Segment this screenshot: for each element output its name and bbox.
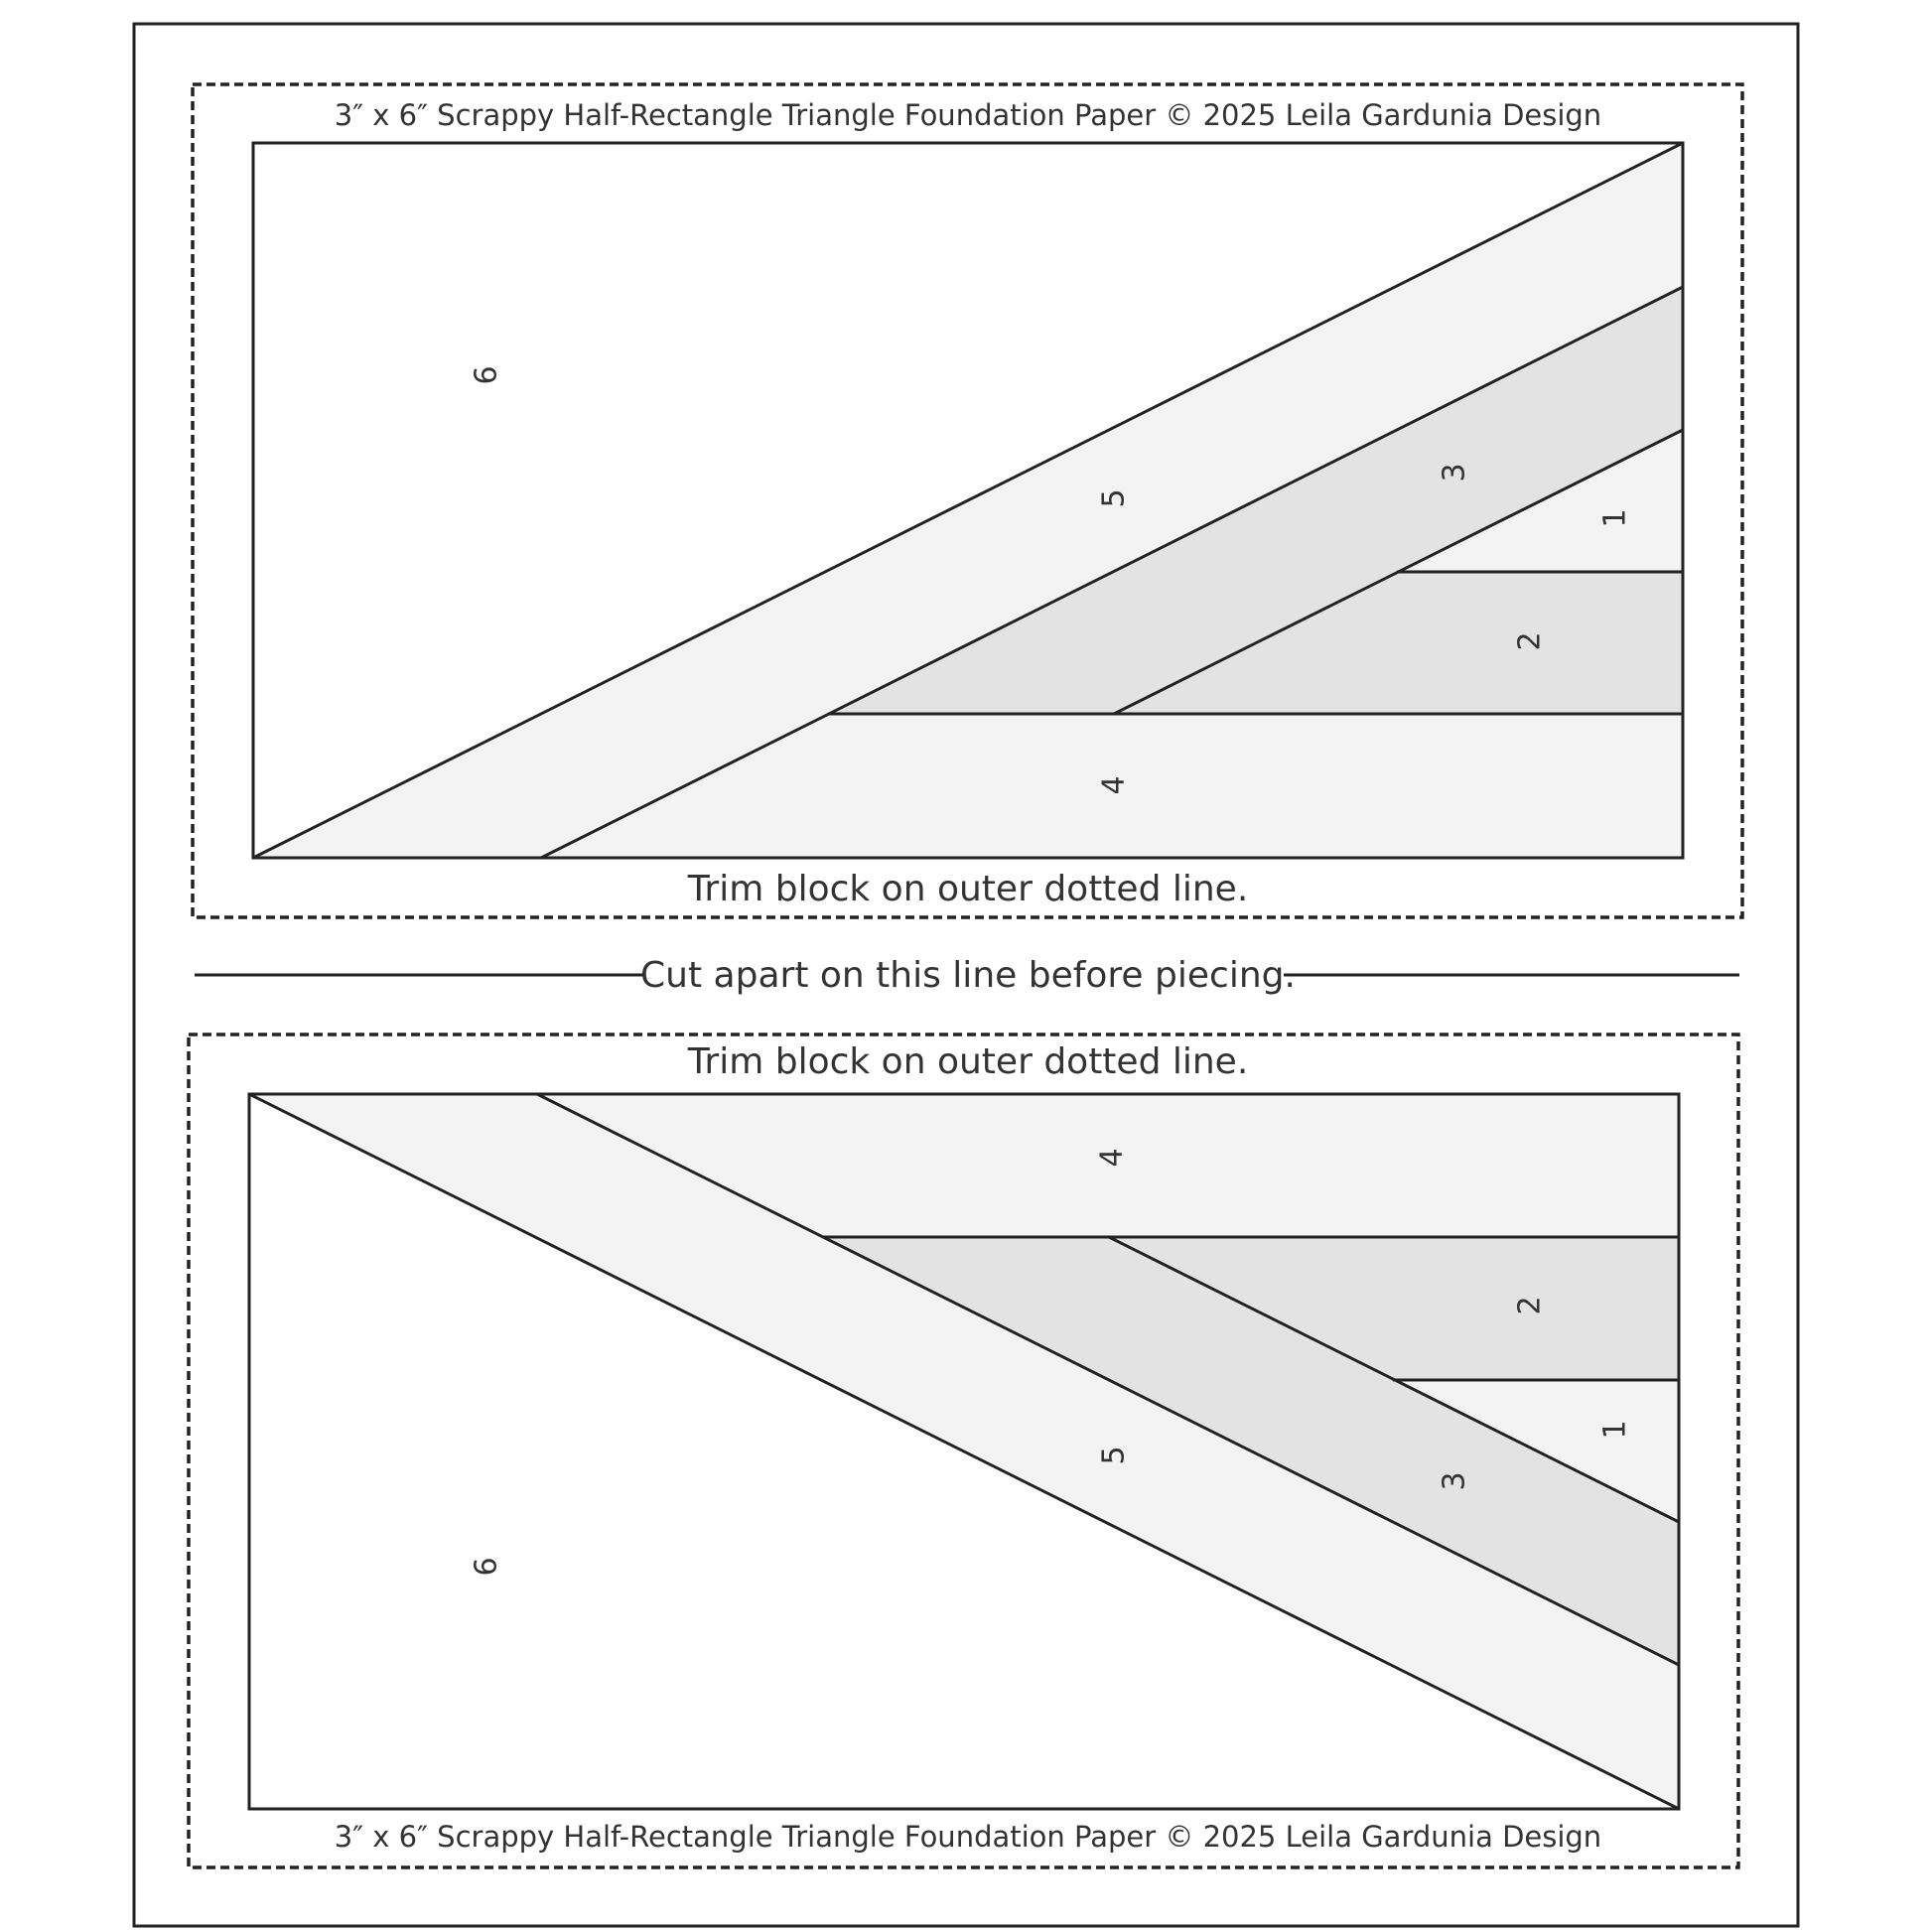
bottom-piece-label-3: 3 (1437, 1471, 1472, 1491)
bottom-trim-note: Trim block on outer dotted line. (687, 1041, 1249, 1082)
bottom-piece-label-6: 6 (469, 1557, 504, 1577)
bottom-piece-label-1: 1 (1597, 1420, 1633, 1440)
bottom-block-caption: 3″ x 6″ Scrappy Half-Rectangle Triangle Foundation Paper © 2025 Leila Gardunia Design (334, 1820, 1602, 1854)
top-piece-label-1: 1 (1597, 508, 1633, 528)
top-piece-label-4: 4 (1096, 775, 1132, 795)
top-trim-note: Trim block on outer dotted line. (687, 869, 1249, 909)
cut-line-text: Cut apart on this line before piecing. (640, 955, 1296, 996)
bottom-piece-label-4: 4 (1094, 1148, 1130, 1168)
top-block-caption: 3″ x 6″ Scrappy Half-Rectangle Triangle Foundation Paper © 2025 Leila Gardunia Design (334, 98, 1602, 132)
top-piece-label-5: 5 (1096, 488, 1132, 508)
top-piece-label-3: 3 (1437, 463, 1472, 483)
bottom-piece-label-2: 2 (1512, 1296, 1548, 1315)
bottom-piece-label-5: 5 (1096, 1446, 1132, 1465)
top-piece-label-6: 6 (469, 365, 504, 385)
top-piece-label-2: 2 (1512, 631, 1548, 651)
bottom-block (189, 1035, 1738, 1867)
top-block (193, 84, 1742, 917)
